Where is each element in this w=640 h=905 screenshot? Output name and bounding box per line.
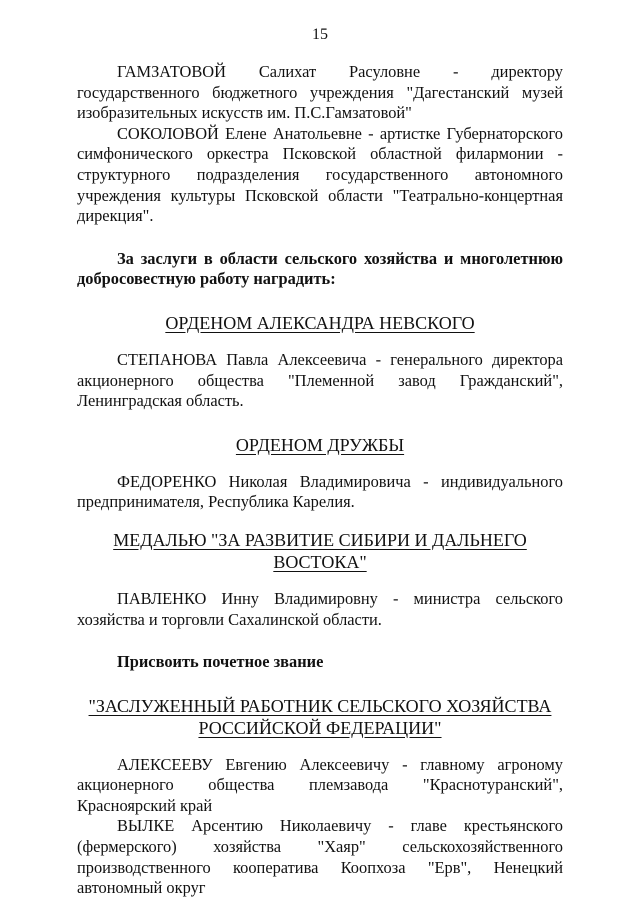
title-intro: Присвоить почетное звание bbox=[117, 652, 324, 672]
recipient-paragraph-stepanov: СТЕПАНОВА Павла Алексеевича - генерального директора акционерного общества "Племенной завод Гражданский", Ленинградская область. bbox=[77, 349, 563, 411]
recipient-paragraph-gamzatova: ГАМЗАТОВОЙ Салихат Расуловне - директору государственного бюджетного учреждения "Дагестанский музей изобразительных искусств им. П.С.Гамзатовой" bbox=[77, 62, 563, 123]
recipient-paragraph-fedorenko: ФЕДОРЕНКО Николая Владимировича - индивидуального предпринимателя, Республика Карелия. bbox=[77, 471, 563, 512]
page-number: 15 bbox=[312, 26, 328, 43]
recipient-paragraph-vylka: ВЫЛКЕ Арсентию Николаевичу - главе крестьянского (фермерского) хозяйства "Хаяр" сельскохозяйственного производственного кооператива Коопхоза "Ерв", Ненецкий автономный округ bbox=[77, 816, 563, 898]
order-heading-friendship bbox=[77, 434, 563, 456]
recipient-paragraph-sokolova: СОКОЛОВОЙ Елене Анатольевне - артистке Губернаторского симфонического оркестра Псковской областной филармонии - структурного подразделения государственного автономного учреждения культуры Псковской области "Театрально-концертная дирекция". bbox=[77, 123, 563, 226]
recipient-paragraph-pavlenko: ПАВЛЕНКО Инну Владимировну - министра сельского хозяйства и торговли Сахалинской области. bbox=[77, 588, 563, 629]
order-heading-friendship-text: ОРДЕНОМ ДРУЖБЫ bbox=[235, 434, 405, 455]
order-heading-nevsky-text: ОРДЕНОМ АЛЕКСАНДРА НЕВСКОГО bbox=[165, 312, 475, 333]
document-body bbox=[77, 62, 563, 899]
title-heading-line-2: РОССИЙСКОЙ ФЕДЕРАЦИИ" bbox=[198, 717, 442, 738]
order-heading-nevsky bbox=[77, 312, 563, 334]
title-heading bbox=[77, 695, 563, 739]
section-intro-line-1: За заслуги в области сельского хозяйства и многолетнюю bbox=[117, 248, 563, 268]
recipient-paragraph-alekseev: АЛЕКСЕЕВУ Евгению Алексеевичу - главному агроному акционерного общества племзавода "Краснотуранский", Красноярский край bbox=[77, 754, 563, 815]
medal-heading-text: МЕДАЛЬЮ "ЗА РАЗВИТИЕ СИБИРИ И ДАЛЬНЕГО ВОСТОКА" bbox=[113, 529, 527, 572]
title-heading-line-1: "ЗАСЛУЖЕННЫЙ РАБОТНИК СЕЛЬСКОГО ХОЗЯЙСТВА bbox=[88, 695, 552, 716]
medal-heading bbox=[77, 529, 563, 573]
section-intro-line-2: добросовестную работу наградить: bbox=[77, 269, 336, 289]
